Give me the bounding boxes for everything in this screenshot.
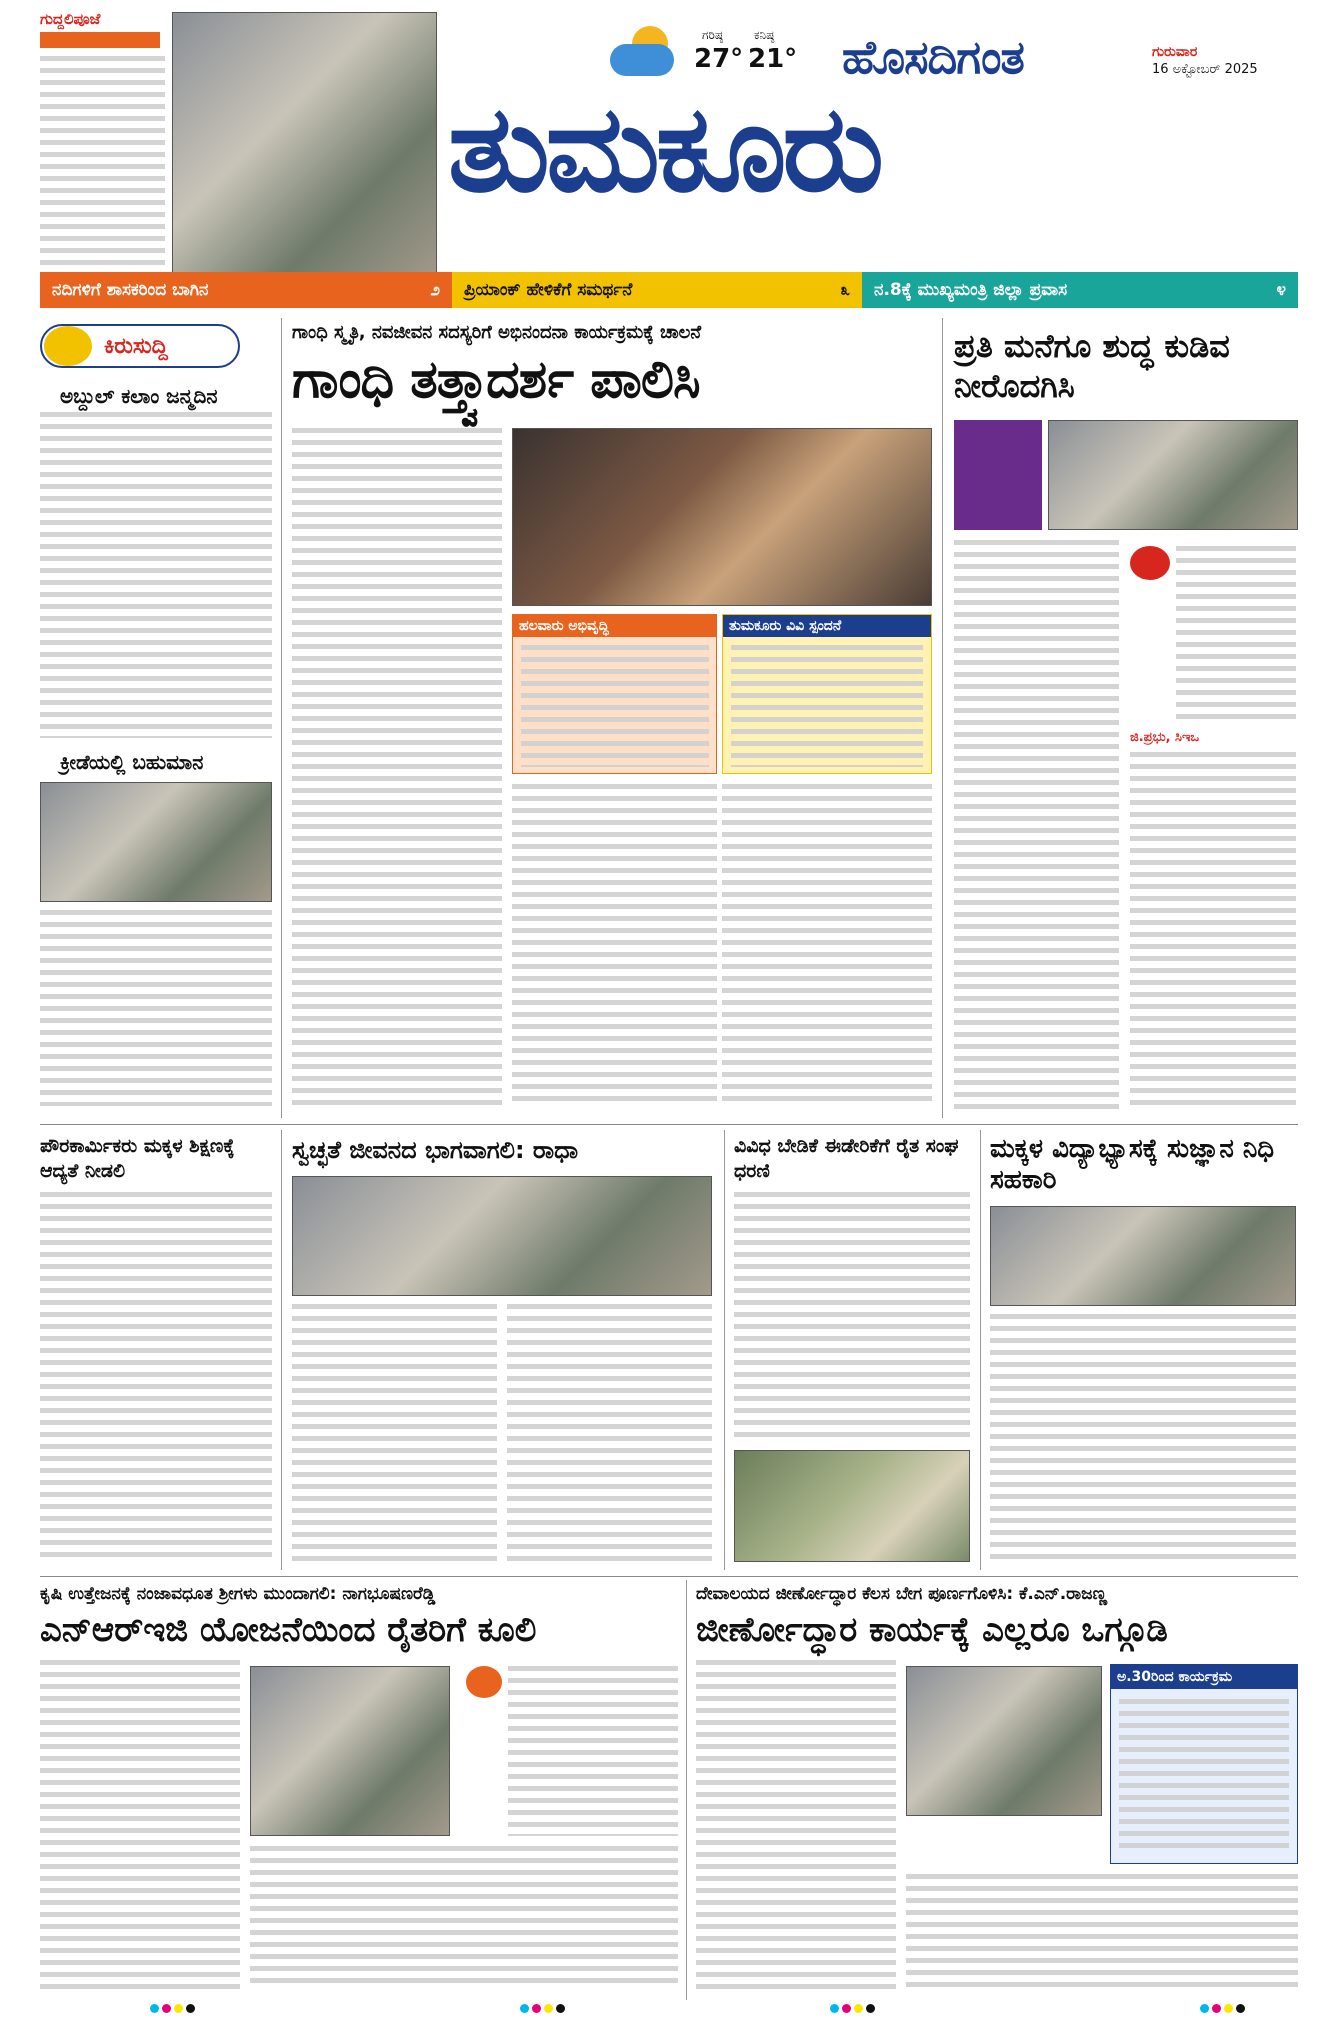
water-quote-text	[1176, 546, 1296, 726]
row3-right-text-col1	[696, 1660, 896, 1990]
row2-mid-text-col1	[292, 1304, 497, 1564]
water-photo	[1048, 420, 1298, 530]
row3-right-headline: ಜೀರ್ಣೋದ್ಧಾರ ಕಾರ್ಯಕ್ಕೆ ಎಲ್ಲರೂ ಒಗ್ಗೂಡಿ	[696, 1610, 1168, 1650]
lead-box-2: ತುಮಕೂರು ವಿವಿ ಸ್ಪಂದನೆ	[722, 614, 932, 774]
row2-mid-headline: ಸ್ವಚ್ಛತೆ ಜೀವನದ ಭಾಗವಾಗಲಿ: ರಾಧಾ	[292, 1136, 579, 1164]
row2-right1-headline: ವಿವಿಧ ಬೇಡಿಕೆ ಈಡೇರಿಕೆಗೆ ರೈತ ಸಂಘ ಧರಣಿ	[734, 1135, 959, 1182]
water-text-col2	[1130, 752, 1296, 1110]
row3-right-box: ಅ.30ರಿಂದ ಕಾರ್ಯಕ್ರಮ	[1110, 1664, 1298, 1864]
row2-right2-text	[990, 1314, 1296, 1564]
top-story-photo	[172, 12, 437, 282]
paper-name-logo: ಹೊಸದಿಗಂತ	[842, 30, 1024, 84]
section-strip	[40, 272, 1298, 308]
lead-kicker: ಗಾಂಧಿ ಸ್ಮೃತಿ, ನವಜೀವನ ಸದಸ್ಯರಿಗೆ ಅಭಿನಂದನಾ ಕಾರ್ಯಕ್ರಮಕ್ಕೆ ಚಾಲನೆ	[292, 322, 702, 343]
row2-right1-text	[734, 1192, 970, 1442]
brief-1-text	[40, 412, 272, 738]
kiru-suddi-badge: ಕಿರುಸುದ್ದಿ	[40, 324, 240, 368]
top-story-text	[40, 56, 165, 266]
brief-1-headline: ಅಬ್ದುಲ್ ಕಲಾಂ ಜನ್ಮದಿನ	[60, 384, 218, 408]
lead-headline: ಗಾಂಧಿ ತತ್ತ್ವಾದರ್ಶ ಪಾಲಿಸಿ	[292, 350, 700, 410]
weather-min-label: ಕನಿಷ್ಠ	[754, 28, 775, 42]
row-rule	[40, 1576, 1298, 1577]
top-story-chevrons	[40, 32, 160, 48]
brief-2-headline: ಕ್ರೀಡೆಯಲ್ಲಿ ಬಹುಮಾನ	[60, 750, 204, 774]
column-rule	[980, 1130, 981, 1570]
brief-2-photo	[40, 782, 272, 902]
edition-date: 16 ಅಕ್ಟೋಬರ್ 2025	[1152, 62, 1258, 77]
section-link-3[interactable]: ನ.8ಕ್ಕೆ ಮುಖ್ಯಮಂತ್ರಿ ಜಿಲ್ಲಾ ಪ್ರವಾಸ ೪	[862, 272, 1298, 308]
registration-marks	[520, 2004, 565, 2013]
row3-right-photo	[906, 1666, 1102, 1816]
brief-2-text	[40, 910, 272, 1106]
column-rule	[724, 1130, 725, 1570]
row3-right-kicker: ದೇವಾಲಯದ ಜೀರ್ಣೋದ್ಧಾರ ಕೆಲಸ ಬೇಗ ಪೂರ್ಣಗೊಳಿಸಿ: ಕೆ.ಎನ್.ರಾಜಣ್ಣ	[696, 1584, 1108, 1604]
row3-right-text-col2	[906, 1874, 1298, 1990]
row3-left-text-col2	[250, 1846, 678, 1990]
row2-mid-text-col2	[507, 1304, 712, 1564]
column-rule	[281, 1130, 282, 1570]
registration-marks	[830, 2004, 875, 2013]
row3-left-headline: ಎನ್‌ಆರ್‌ಇಜಿ ಯೋಜನೆಯಿಂದ ರೈತರಿಗೆ ಕೂಲಿ	[40, 1610, 537, 1650]
lead-box-1: ಹಲವಾರು ಅಭಿವೃದ್ಧಿ	[512, 614, 717, 774]
column-rule	[281, 318, 282, 1118]
row3-left-text-col1	[40, 1660, 240, 1990]
column-rule	[942, 318, 943, 1118]
water-text-col1	[954, 540, 1119, 1110]
row2-right1-photo	[734, 1450, 970, 1562]
lead-text-col3	[722, 784, 932, 1108]
lead-text-col2	[512, 784, 717, 1108]
edition-title: ತುಮಕೂರು	[448, 80, 881, 219]
row2-right2-headline: ಮಕ್ಕಳ ವಿದ್ಯಾಭ್ಯಾಸಕ್ಕೆ ಸುಜ್ಞಾನ ನಿಧಿ ಸಹಕಾರಿ	[990, 1134, 1275, 1196]
column-rule	[686, 1580, 687, 2000]
water-headline: ಪ್ರತಿ ಮನೆಗೂ ಶುದ್ಧ ಕುಡಿವ ನೀರೊದಗಿಸಿ	[954, 327, 1230, 405]
weekday: ಗುರುವಾರ	[1152, 44, 1198, 60]
weather-min-temp: 21°	[748, 44, 798, 74]
row3-left-kicker: ಕೃಷಿ ಉತ್ತೇಜನಕ್ಕೆ ನಂಜಾವಧೂತ ಶ್ರೀಗಳು ಮುಂದಾಗಲಿ: ನಾಗಭೂಷಣರೆಡ್ಡಿ	[40, 1584, 436, 1604]
registration-marks	[150, 2004, 195, 2013]
row-rule	[40, 1124, 1298, 1125]
kiru-suddi-icon	[44, 326, 92, 366]
registration-marks	[1200, 2004, 1245, 2013]
quote-icon	[466, 1666, 502, 1698]
weather-icon	[610, 26, 682, 80]
quote-icon	[1130, 546, 1170, 580]
water-byline: ಜಿ.ಪ್ರಭು, ಸಿಇಒ	[1130, 730, 1200, 745]
section-link-2[interactable]: ಪ್ರಿಯಾಂಕ್ ಹೇಳಿಕೆಗೆ ಸಮರ್ಥನೆ ೩	[452, 272, 862, 308]
weather-max-temp: 27°	[694, 44, 744, 74]
row2-mid-photo	[292, 1176, 712, 1296]
top-story-kicker: ಗುದ್ದಲಿಪೂಜೆ	[40, 10, 101, 28]
lead-photo	[512, 428, 932, 606]
water-side-box	[954, 420, 1042, 530]
section-link-1[interactable]: ನದಿಗಳಿಗೆ ಶಾಸಕರಿಂದ ಬಾಗಿನ ೨	[40, 272, 452, 308]
weather-max-label: ಗರಿಷ್ಠ	[702, 28, 723, 42]
lead-text-col1	[292, 428, 502, 1108]
row3-left-photo	[250, 1666, 450, 1836]
row3-left-quote-text	[508, 1666, 678, 1836]
row2-right2-photo	[990, 1206, 1296, 1306]
row2-left-headline: ಪೌರಕಾರ್ಮಿಕರು ಮಕ್ಕಳ ಶಿಕ್ಷಣಕ್ಕೆ ಆದ್ಯತೆ ನೀಡಲಿ	[40, 1135, 235, 1182]
row2-left-text	[40, 1192, 272, 1562]
